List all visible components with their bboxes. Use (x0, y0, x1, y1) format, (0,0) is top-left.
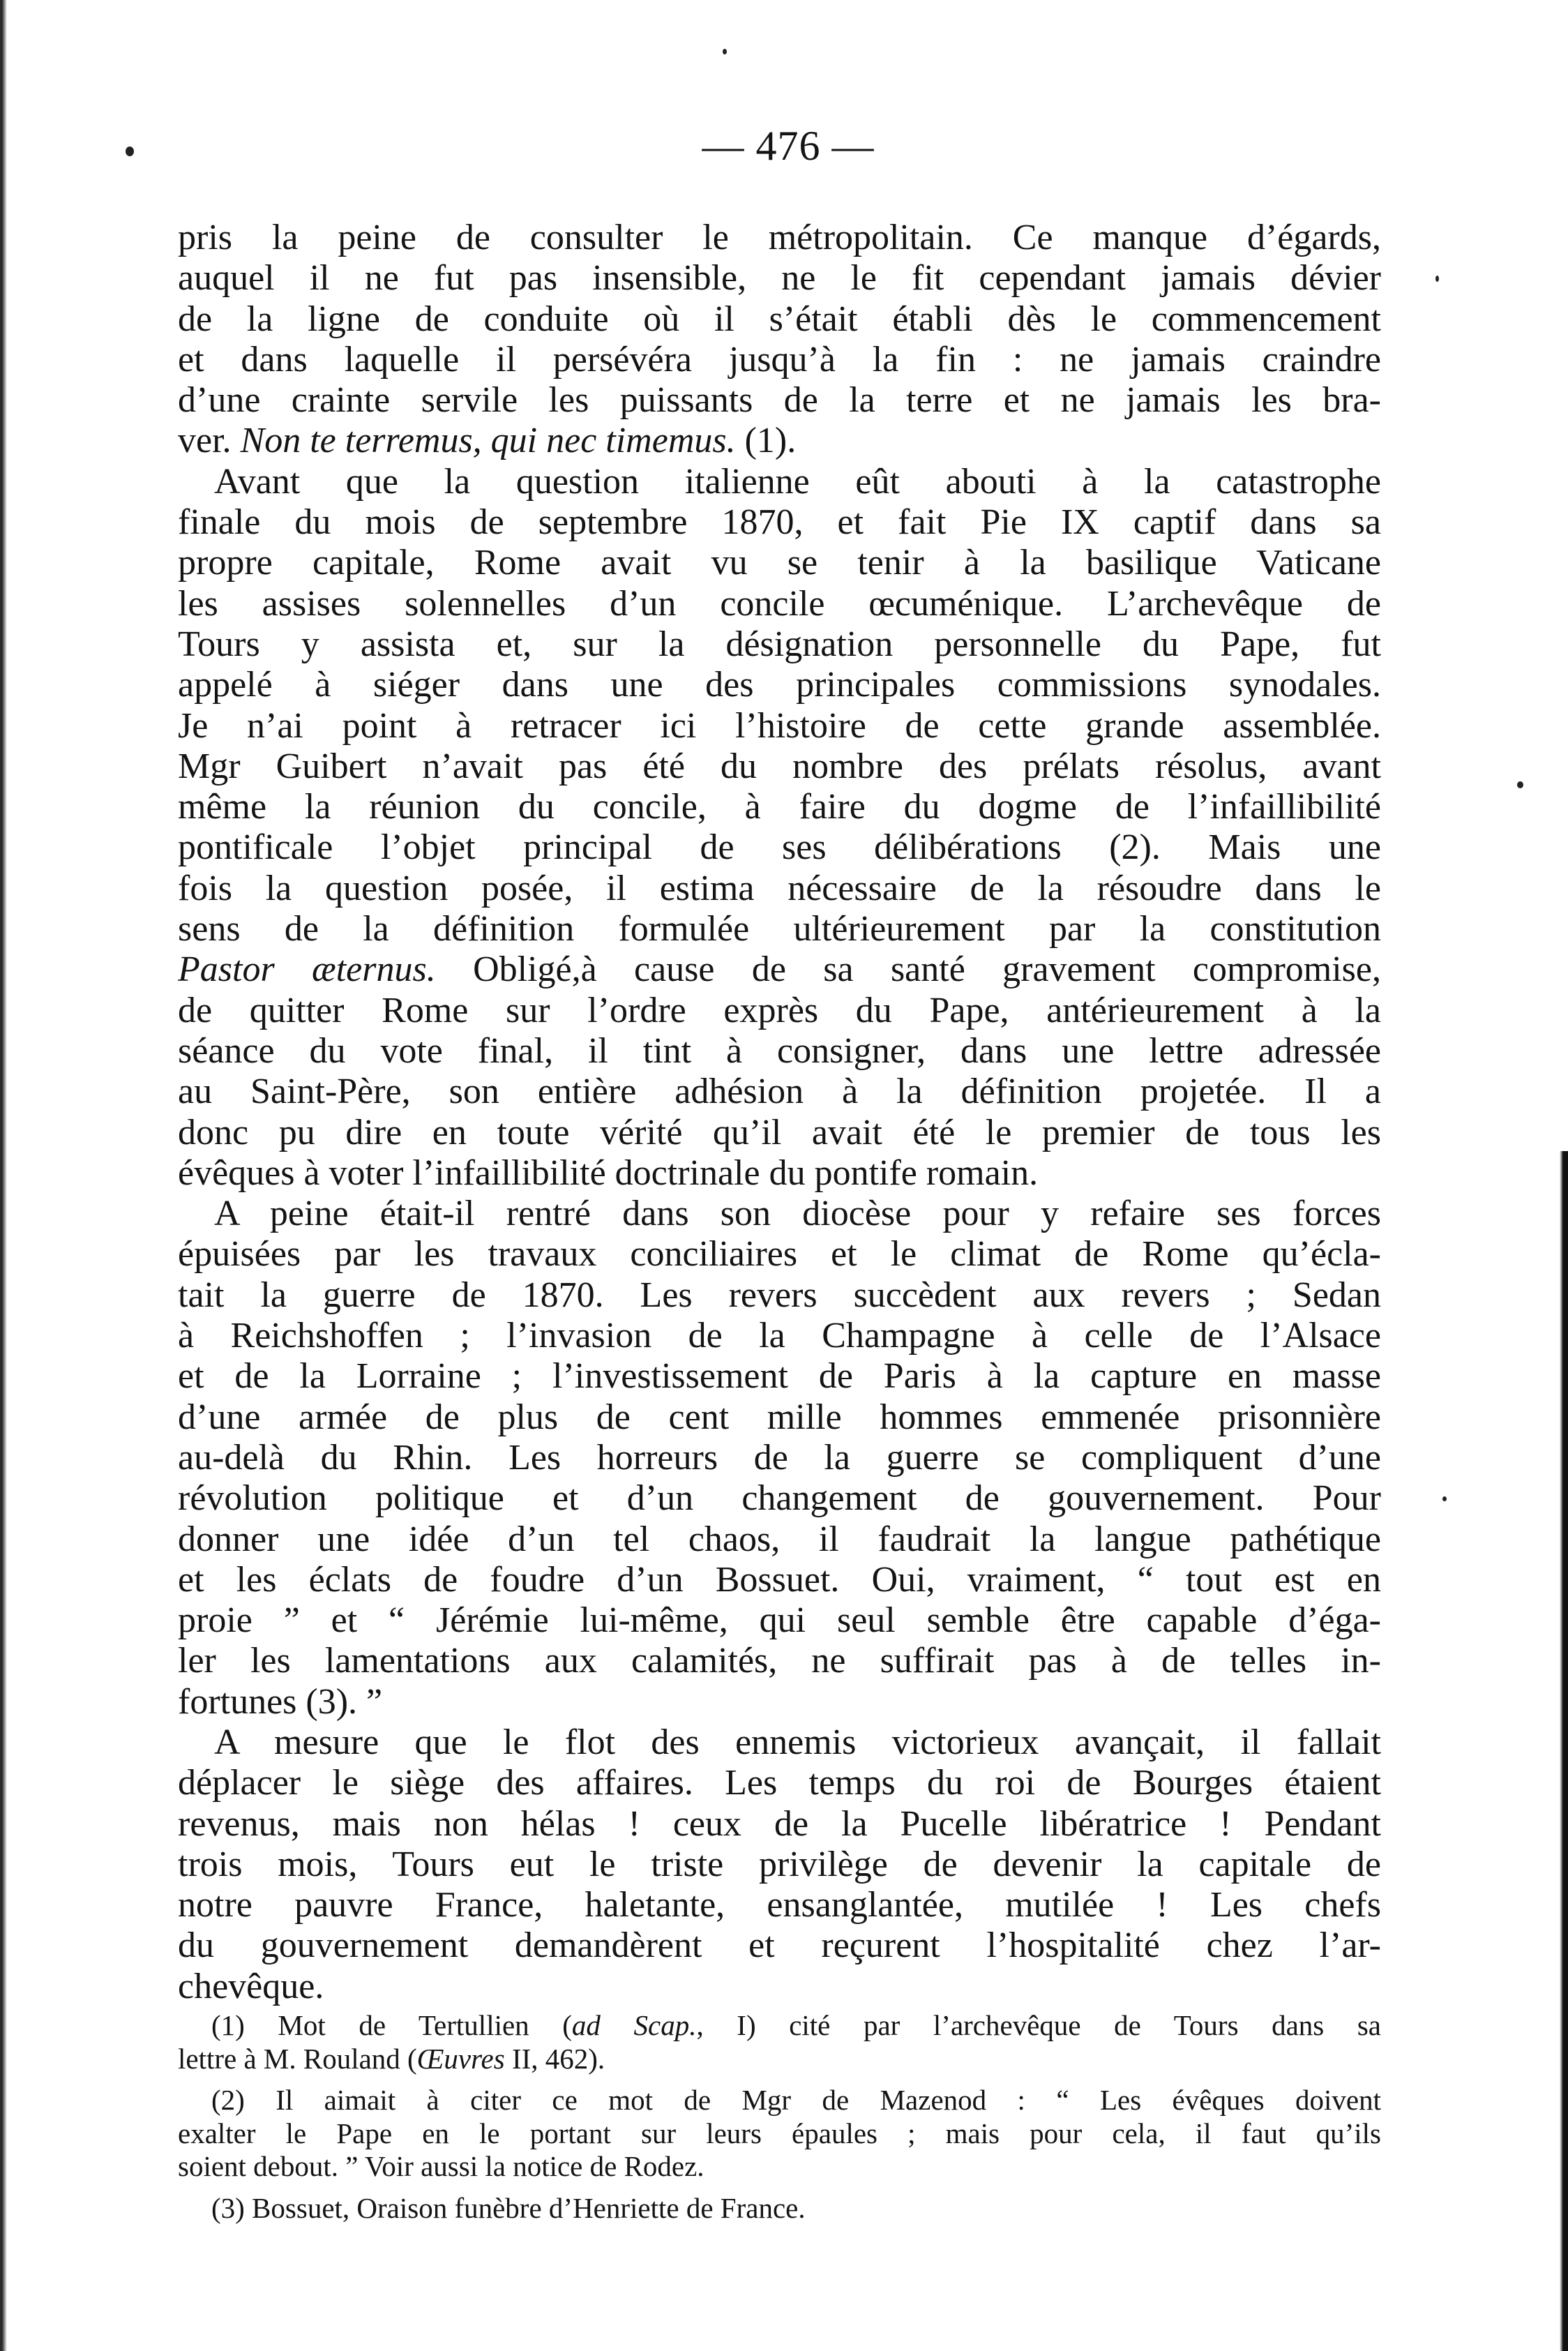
text-segment: sens de la définition formulée ultérieurement par la constitution (178, 909, 1381, 949)
body-line (178, 1925, 1381, 1966)
text-segment: à Reichshoffen ; l’invasion de la Champagne à celle de l’Alsace (178, 1316, 1381, 1356)
text-segment: Obligé,à cause de sa santé gravement compromise, (435, 949, 1381, 990)
scan-speck (1435, 276, 1439, 282)
body-line (178, 421, 1381, 461)
text-segment: d’une crainte servile les puissants de la terre et ne jamais les bra- (178, 380, 1381, 421)
text-segment: propre capitale, Rome avait vu se tenir à la basilique Vaticane (178, 543, 1381, 583)
body-line (178, 380, 1381, 421)
text-segment: évêques à voter l’infaillibilité doctrinale du pontife romain. (178, 1152, 1039, 1193)
body-line (178, 462, 1381, 502)
body-line (178, 909, 1381, 949)
body-line (178, 258, 1381, 299)
body-line (178, 299, 1381, 340)
text-segment: ler les lamentations aux calamités, ne suffirait pas à de telles in- (178, 1641, 1381, 1681)
body-line (178, 1194, 1381, 1234)
footnotes (178, 2009, 1381, 2225)
text-segment: ver. (178, 421, 241, 461)
body-line (178, 1356, 1381, 1397)
text-segment: donner une idée d’un tel chaos, il faudrait la langue pathétique (178, 1519, 1381, 1559)
scan-speck (1517, 781, 1523, 788)
text-segment: au Saint-Père, son entière adhésion à la définition projetée. Il a (178, 1072, 1381, 1112)
footnote-line (178, 2084, 1381, 2117)
body-line (178, 1153, 1381, 1194)
body-text (178, 218, 1381, 2007)
italic-text: Œuvres (416, 2042, 505, 2075)
body-line (178, 1722, 1381, 1763)
text-segment: Je n’ai point à retracer ici l’histoire de cette grande assemblée. (178, 705, 1381, 746)
body-line (178, 624, 1381, 665)
text-segment: déplacer le siège des affaires. Les temps du roi de Bourges étaient (178, 1763, 1381, 1803)
body-line (178, 1519, 1381, 1560)
body-line (178, 746, 1381, 787)
body-line (178, 1967, 1381, 2007)
text-segment: auquel il ne fut pas insensible, ne le fit cependant jamais dévier (178, 258, 1381, 299)
text-segment: chevêque. (178, 1966, 324, 2006)
text-segment: , I) cité par l’archevêque de Tours dans sa (696, 2009, 1381, 2041)
footnote-gap (178, 2075, 1381, 2084)
text-segment: du gouvernement demandèrent et reçurent l’hospitalité chez l’ar- (178, 1925, 1381, 1966)
body-line (178, 1845, 1381, 1885)
text-segment: proie ” et “ Jérémie lui-même, qui seul semble être capable d’éga- (178, 1600, 1381, 1641)
body-line (178, 787, 1381, 827)
text-segment: Avant que la question italienne eût abouti à la catastrophe (214, 461, 1381, 502)
body-line (178, 1478, 1381, 1519)
body-line (178, 1438, 1381, 1478)
scan-speck (1442, 1496, 1447, 1501)
text-segment: épuisées par les travaux conciliaires et le climat de Rome qu’écla- (178, 1234, 1381, 1275)
text-segment: pontificale l’objet principal de ses délibérations (2). Mais une (178, 827, 1381, 868)
text-segment: fortunes (3). ” (178, 1681, 383, 1722)
scan-speck (126, 147, 134, 156)
text-segment: Tours y assista et, sur la désignation personnelle du Pape, fut (178, 624, 1381, 664)
body-line (178, 543, 1381, 583)
text-segment: lettre à M. Rouland ( (178, 2042, 417, 2075)
text-segment: II, 462). (504, 2042, 605, 2075)
body-line (178, 1275, 1381, 1316)
body-line (178, 1641, 1381, 1681)
body-line (178, 1113, 1381, 1153)
scan-right-edge (1560, 1151, 1568, 2351)
footnote-gap (178, 2184, 1381, 2192)
text-segment: A mesure que le flot des ennemis victorieux avançait, il fallait (214, 1722, 1381, 1762)
body-line (178, 1031, 1381, 1072)
body-line (178, 1560, 1381, 1600)
text-segment: revenus, mais non hélas ! ceux de la Pucelle libératrice ! Pendant (178, 1803, 1381, 1844)
text-segment: notre pauvre France, haletante, ensanglantée, mutilée ! Les chefs (178, 1885, 1381, 1925)
text-segment: (1). (735, 421, 797, 461)
text-segment: de la ligne de conduite où il s’était établi dès le commencement (178, 299, 1381, 339)
text-segment: fois la question posée, il estima nécessaire de la résoudre dans le (178, 868, 1381, 908)
page-number: — 476 — (702, 123, 875, 169)
italic-text: Non te terremus, qui nec timemus. (240, 421, 736, 461)
footnote-line (178, 2192, 1381, 2225)
body-line (178, 340, 1381, 380)
text-segment: séance du vote final, il tint à consigner, dans une lettre adressée (178, 1030, 1381, 1071)
body-line (178, 1763, 1381, 1803)
body-line (178, 949, 1381, 990)
scan-speck (723, 49, 727, 54)
body-line (178, 1397, 1381, 1438)
text-segment: A peine était-il rentré dans son diocèse pour y refaire ses forces (214, 1194, 1381, 1234)
body-line (178, 1682, 1381, 1722)
text-segment: et les éclats de foudre d’un Bossuet. Oui, vraiment, “ tout est en (178, 1559, 1381, 1600)
text-segment: au-delà du Rhin. Les horreurs de la guerre se compliquent d’une (178, 1437, 1381, 1478)
text-segment: soient debout. ” Voir aussi la notice de Rodez. (178, 2150, 704, 2182)
text-segment: appelé à siéger dans une des principales commissions synodales. (178, 665, 1381, 705)
text-segment: pris la peine de consulter le métropolitain. Ce manque d’égards, (178, 218, 1381, 257)
text-segment: d’une armée de plus de cent mille hommes emmenée prisonnière (178, 1397, 1381, 1437)
text-segment: (3) Bossuet, Oraison funèbre d’Henriette de France. (211, 2191, 806, 2224)
body-line (178, 1316, 1381, 1356)
italic-text: Pastor æternus. (178, 949, 436, 990)
body-line (178, 584, 1381, 624)
footnote-line (178, 2150, 1381, 2184)
body-line (178, 665, 1381, 705)
body-line (178, 1600, 1381, 1641)
text-segment: les assises solennelles d’un concile œcuménique. L’archevêque de (178, 583, 1381, 624)
text-segment: Mgr Guibert n’avait pas été du nombre des prélats résolus, avant (178, 746, 1381, 786)
text-segment: trois mois, Tours eut le triste privilège de devenir la capitale de (178, 1844, 1381, 1884)
footnote-line (178, 2043, 1381, 2076)
text-segment: et de la Lorraine ; l’investissement de Paris à la capture en masse (178, 1356, 1381, 1397)
footnote-line (178, 2009, 1381, 2043)
text-segment: et dans laquelle il persévéra jusqu’à la fin : ne jamais craindre (178, 339, 1381, 380)
body-line (178, 1804, 1381, 1845)
body-line (178, 1072, 1381, 1112)
body-line (178, 1885, 1381, 1925)
text-segment: de quitter Rome sur l’ordre exprès du Pape, antérieurement à la (178, 990, 1381, 1030)
body-line (178, 827, 1381, 868)
body-line (178, 869, 1381, 909)
text-segment: donc pu dire en toute vérité qu’il avait été le premier de tous les (178, 1112, 1381, 1152)
text-segment: (2) Il aimait à citer ce mot de Mgr de Mazenod : “ Les évêques doivent (211, 2084, 1381, 2116)
body-line (178, 991, 1381, 1031)
text-segment: même la réunion du concile, à faire du dogme de l’infaillibilité (178, 787, 1381, 827)
scan-left-edge (0, 0, 7, 2351)
italic-text: ad Scap. (571, 2009, 697, 2041)
text-segment: tait la guerre de 1870. Les revers succèdent aux revers ; Sedan (178, 1275, 1381, 1315)
text-segment: finale du mois de septembre 1870, et fait Pie IX captif dans sa (178, 502, 1381, 543)
body-line (178, 218, 1381, 258)
body-line (178, 706, 1381, 746)
body-line (178, 502, 1381, 543)
body-line (178, 1234, 1381, 1275)
footnote-line (178, 2117, 1381, 2151)
text-segment: révolution politique et d’un changement de gouvernement. Pour (178, 1478, 1381, 1519)
text-segment: exalter le Pape en le portant sur leurs épaules ; mais pour cela, il faut qu’ils (178, 2117, 1381, 2149)
text-segment: (1) Mot de Tertullien ( (211, 2009, 572, 2041)
